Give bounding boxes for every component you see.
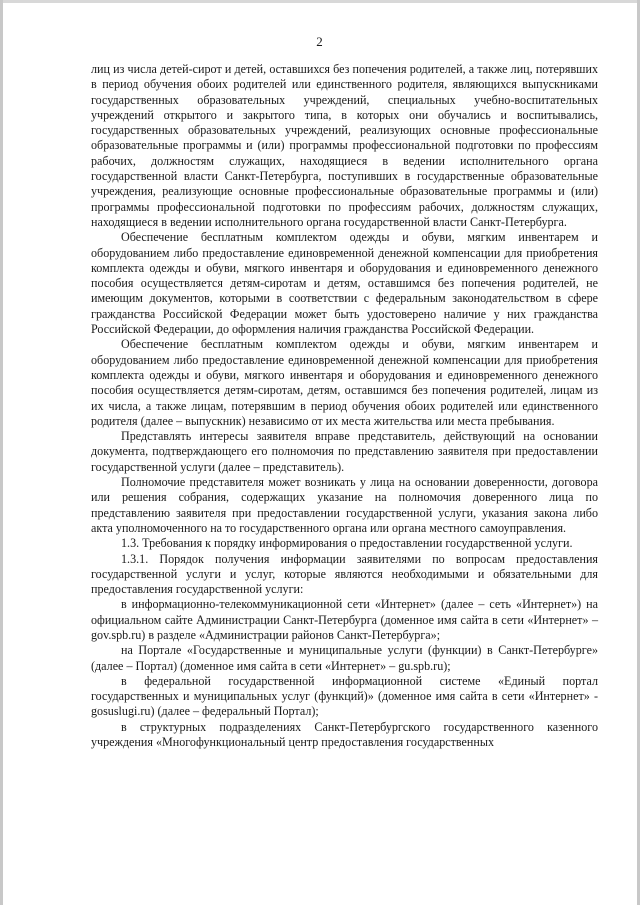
paragraph: Представлять интересы заявителя вправе представитель, действующий на основании документа, подтверждающего его полномочия по представлению заявителя при предоставлении государственной услуги (далее – представитель). [91,429,598,474]
paragraph: Обеспечение бесплатным комплектом одежды и обуви, мягким инвентарем и оборудованием либо предоставление единовременной денежной компенсации для приобретения комплекта одежды и обуви, мягкого инвентаря и оборудования и единовременного денежного пособия осуществляется детям-сиротам, детям, оставшимся без попечения родителей, лицам из их числа, а также лицам, потерявшим в период обучения обоих родителей или единственного родителя (далее – выпускник) независимо от их места жительства или места пребывания. [91,337,598,428]
list-item: в информационно-телекоммуникационной сети «Интернет» (далее – сеть «Интернет») на официальном сайте Администрации Санкт-Петербурга (доменное имя сайта в сети «Интернет» – gov.spb.ru) в разделе «Администрации районов Санкт-Петербурга»; [91,597,598,642]
paragraph: Полномочие представителя может возникать у лица на основании доверенности, договора или решения собрания, содержащих указание на полномочия доверенного лица по представлению заявителя при предоставлении государственной услуги, указания закона либо акта уполномоченного на то государственного органа или органа местного самоуправления. [91,475,598,535]
page-number: 2 [316,34,323,49]
paragraph: 1.3.1. Порядок получения информации заявителями по вопросам предоставления государственной услуги и услуг, которые являются необходимыми и обязательными для предоставления государственной услуги: [91,551,598,597]
document-body [91,62,598,750]
paragraph: Обеспечение бесплатным комплектом одежды и обуви, мягким инвентарем и оборудованием либо предоставление единовременной денежной компенсации для приобретения комплекта одежды и обуви, мягкого инвентаря и оборудования и единовременного денежного пособия осуществляется детям-сиротам и детям, оставшимся без попечения родителей, не имеющим документов, которыми в соответствии с федеральным законодательством в сфере гражданства Российской Федерации может быть удостоверено наличие у них гражданства Российской Федерации, до оформления наличия гражданства Российской Федерации. [91,230,598,337]
scan-edge-top [0,0,640,3]
list-item: в структурных подразделениях Санкт-Петербургского государственного казенного учреждения «Многофункциональный центр предоставления государственных [91,719,598,750]
scan-edge-left [0,0,3,905]
list-item: в федеральной государственной информационной системе «Единый портал государственных и муниципальных услуг (функций)» (доменное имя сайта в сети «Интернет» - gosuslugi.ru) (далее – федеральный Портал); [91,673,598,719]
paragraph-continuation: лиц из числа детей-сирот и детей, оставшихся без попечения родителей, а также лиц, потерявших в период обучения обоих родителей или единственного родителя, являющихся выпускниками государственных образовательных учреждений, специальных учебно-воспитательных учреждений открытого и закрытого типа, в которых они обучались и воспитывались, государственных образовательных учреждений, реализующих основные профессиональные образовательные программы и (или) программы профессиональной подготовки по профессиям рабочих, должностям служащих, находящиеся в ведении исполнительного органа государственной власти Санкт-Петербурга, поступивших в государственные образовательные учреждения, реализующие основные профессиональные образовательные программы и (или) программы профессиональной подготовки по профессиям рабочих, должностям служащих, находящиеся в ведении исполнительного органа государственной власти Санкт-Петербурга. [91,62,598,229]
list-item: на Портале «Государственные и муниципальные услуги (функции) в Санкт-Петербурге» (далее – Портал) (доменное имя сайта в сети «Интернет» – gu.spb.ru); [91,643,598,673]
section-heading: 1.3. Требования к порядку информирования о предоставлении государственной услуги. [121,536,573,551]
